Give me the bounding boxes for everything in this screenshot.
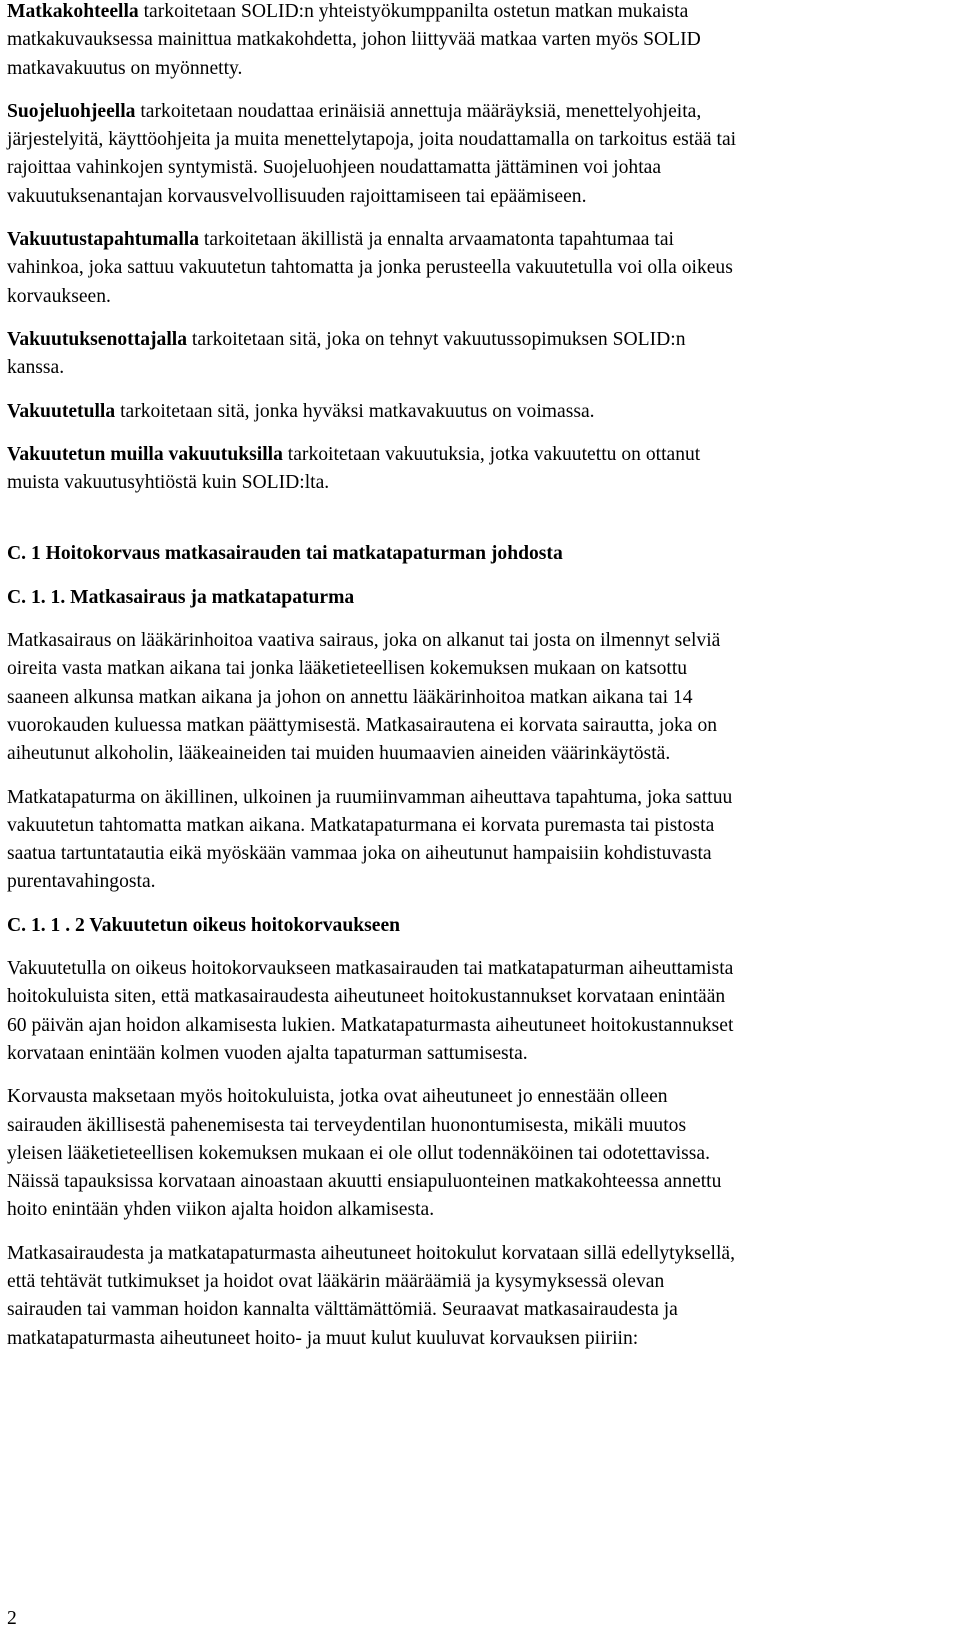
body-paragraph: Matkasairaus on lääkärinhoitoa vaativa sairaus, joka on alkanut tai josta on ilmennyt selviä oireita vasta matkan aikana tai jonka lääketieteellisen kokemuksen mukaan on katsottu saaneen alkunsa matkan aikana ja johon on annettu lääkärinhoitoa matkan aikana tai 14 vuorokauden kuluessa matkan päättymisestä. Matkasairautena ei korvata sairautta, joka on aiheutunut alkoholin, lääkeaineiden tai muiden huumaavien aineiden väärinkäytöstä. [7,630,721,765]
definition-paragraph-vakuutuksenottaja: Vakuutuksenottajalla tarkoitetaan sitä, joka on tehnyt vakuutussopimuksen SOLID:n kanssa. [7,328,686,379]
section-heading-c1: C. 1 Hoitokorvaus matkasairauden tai matkatapaturman johdosta [7,543,563,565]
document-page [7,0,955,1353]
definition-paragraph-muut-vakuutukset: Vakuutetun muilla vakuutuksilla tarkoitetaan vakuutuksia, jotka vakuutettu on ottanut muista vakuutusyhtiöstä kuin SOLID:lta. [7,443,701,494]
definition-term: Vakuutetulla [7,400,116,422]
definition-paragraph-suojeluohje: Suojeluohjeella tarkoitetaan noudattaa erinäisiä annettuja määräyksiä, menettelyohjeita, järjestelyitä, käyttöohjeita ja muita menettelytapoja, joita noudattamalla on tarkoitus estää tai rajoittaa vahinkojen syntymistä. Suojeluohjeen noudattamatta jättäminen voi johtaa vakuutuksenantajan korvausvelvollisuuden rajoittamiseen tai epäämiseen. [7,100,737,207]
definition-term: Vakuutuksenottajalla [7,328,188,350]
definition-paragraph-vakuutustapahtuma: Vakuutustapahtumalla tarkoitetaan äkillistä ja ennalta arvaamatonta tapahtumaa tai vahinkoa, joka sattuu vakuutetun tahtomatta ja jonka perusteella vakuutetulla voi olla oikeus korvaukseen. [7,229,733,307]
definition-paragraph-matkakohde: Matkakohteella tarkoitetaan SOLID:n yhteistyökumppanilta ostetun matkan mukaista matkakuvauksessa mainittua matkakohdetta, johon liittyvää matkaa varten myös SOLID matkavakuutus on myönnetty. [7,1,701,79]
definition-term: Vakuutetun muilla vakuutuksilla [7,443,283,465]
body-paragraph: Matkatapaturma on äkillinen, ulkoinen ja ruumiinvamman aiheuttava tapahtuma, joka sattuu vakuutetun tahtomatta matkan aikana. Matkatapaturmana ei korvata puremasta tai pistosta saatua tartuntatautia eikä myöskään vammaa joka on aiheutunut hampaisiin kohdistuvasta purentavahingosta. [7,786,733,893]
definition-term: Matkakohteella [7,1,139,22]
body-paragraph: Matkasairaudesta ja matkatapaturmasta aiheutuneet hoitokulut korvataan sillä edellytyksellä, että tehtävät tutkimukset ja hoidot ovat lääkärin määräämiä ja kysymyksessä olevan sairauden tai vamman hoidon kannalta välttämättömiä. Seuraavat matkasairaudesta ja matkatapaturmasta aiheutuneet hoito- ja muut kulut kuuluvat korvauksen piiriin: [7,1242,735,1349]
definition-term: Suojeluohjeella [7,100,136,122]
section-heading-c11: C. 1. 1. Matkasairaus ja matkatapaturma [7,586,355,608]
body-paragraph: Vakuutetulla on oikeus hoitokorvaukseen matkasairauden tai matkatapaturman aiheuttamista hoitokuluista siten, että matkasairaudesta aiheutuneet hoitokustannukset korvataan enintään 60 päivän ajan hoidon alkamisesta lukien. Matkatapaturmasta aiheutuneet hoitokustannukset korvataan enintään kolmen vuoden ajalta tapaturman sattumisesta. [7,958,734,1064]
body-paragraph: Korvausta maksetaan myös hoitokuluista, jotka ovat aiheutuneet jo ennestään olleen sairauden äkillisestä pahenemisesta tai terveydentilan huonontumisesta, mikäli muutos yleisen lääketieteellisen kokemuksen mukaan ei ole ollut todennäköinen tai odotettavissa. Näissä tapauksissa korvataan ainoastaan akuutti ensiapuluonteinen matkakohteessa annettu hoito enintään yhden viikon ajalta hoidon alkamisesta. [7,1086,722,1221]
definition-paragraph-vakuutettu: Vakuutetulla tarkoitetaan sitä, jonka hyväksi matkavakuutus on voimassa. [7,400,595,422]
section-heading-c112: C. 1. 1 . 2 Vakuutetun oikeus hoitokorvaukseen [7,914,401,936]
definition-term: Vakuutustapahtumalla [7,229,200,251]
page-number: 2 [7,1608,17,1629]
